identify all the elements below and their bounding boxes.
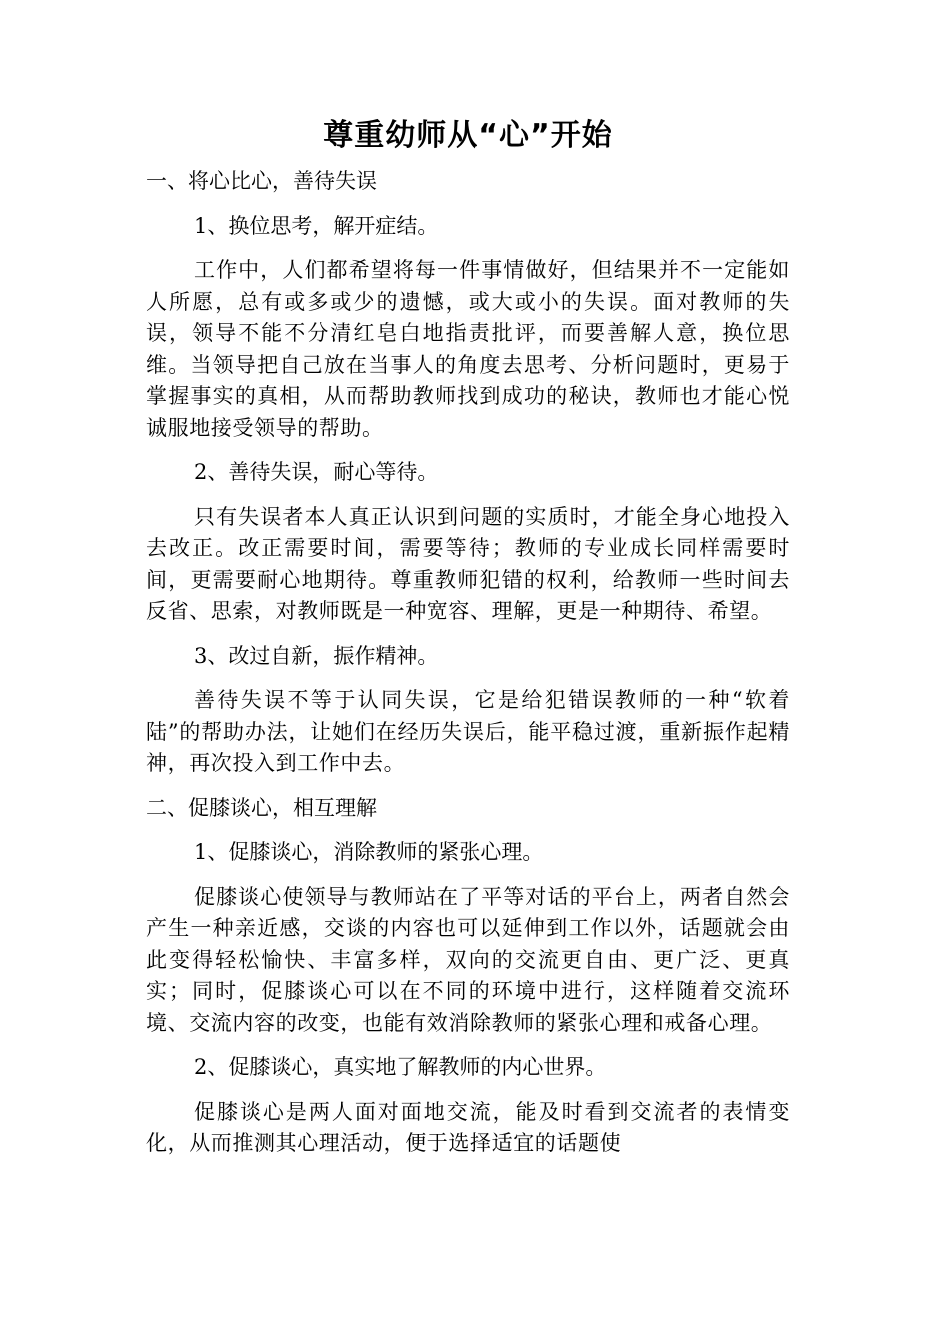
document-title: 尊重幼师从“心”开始 <box>323 118 613 153</box>
section-heading-2: 二、促膝谈心，相互理解 <box>146 795 377 820</box>
subheading-1-2: 2、善待失误，耐心等待。 <box>194 460 439 484</box>
subheading-1-3: 3、改过自新，振作精神。 <box>194 643 439 668</box>
subheading-2-2: 2、促膝谈心，真实地了解教师的内心世界。 <box>194 1055 607 1079</box>
paragraph-2-2: 促膝谈心是两人面对面地交流，能及时看到交流者的表情变化，从而推测其心理活动，便于选择适宜的话题使 <box>146 1099 790 1155</box>
section-heading-1: 一、将心比心，善待失误 <box>146 169 377 193</box>
paragraph-2-1: 促膝谈心使领导与教师站在了平等对话的平台上，两者自然会产生一种亲近感，交谈的内容也可以延伸到工作以外，话题就会由此变得轻松愉快、丰富多样，双向的交流更自由、更广泛、更真实；同时，促膝谈心可以在不同的环境中进行，这样随着交流环境、交流内容的改变，也能有效消除教师的紧张心理和戒备心理。 <box>146 884 790 1035</box>
paragraph-1-3: 善待失误不等于认同失误，它是给犯错误教师的一种“软着陆”的帮助办法，让她们在经历失误后，能平稳过渡，重新振作起精神，再次投入到工作中去。 <box>146 688 790 775</box>
subheading-2-1: 1、促膝谈心，消除教师的紧张心理。 <box>194 840 544 864</box>
document-page <box>146 112 790 1173</box>
subheading-1-1: 1、换位思考，解开症结。 <box>194 213 439 238</box>
paragraph-1-1: 工作中，人们都希望将每一件事情做好，但结果并不一定能如人所愿，总有或多或少的遗憾，或大或小的失误。面对教师的失误，领导不能不分清红皂白地指责批评，而要善解人意，换位思维。当领导把自己放在当事人的角度去思考、分析问题时，更易于掌握事实的真相，从而帮助教师找到成功的秘诀，教师也才能心悦诚服地接受领导的帮助。 <box>146 258 790 440</box>
paragraph-1-2: 只有失误者本人真正认识到问题的实质时，才能全身心地投入去改正。改正需要时间，需要等待；教师的专业成长同样需要时间，更需要耐心地期待。尊重教师犯错的权利，给教师一些时间去反省、思索，对教师既是一种宽容、理解，更是一种期待、希望。 <box>146 504 790 623</box>
